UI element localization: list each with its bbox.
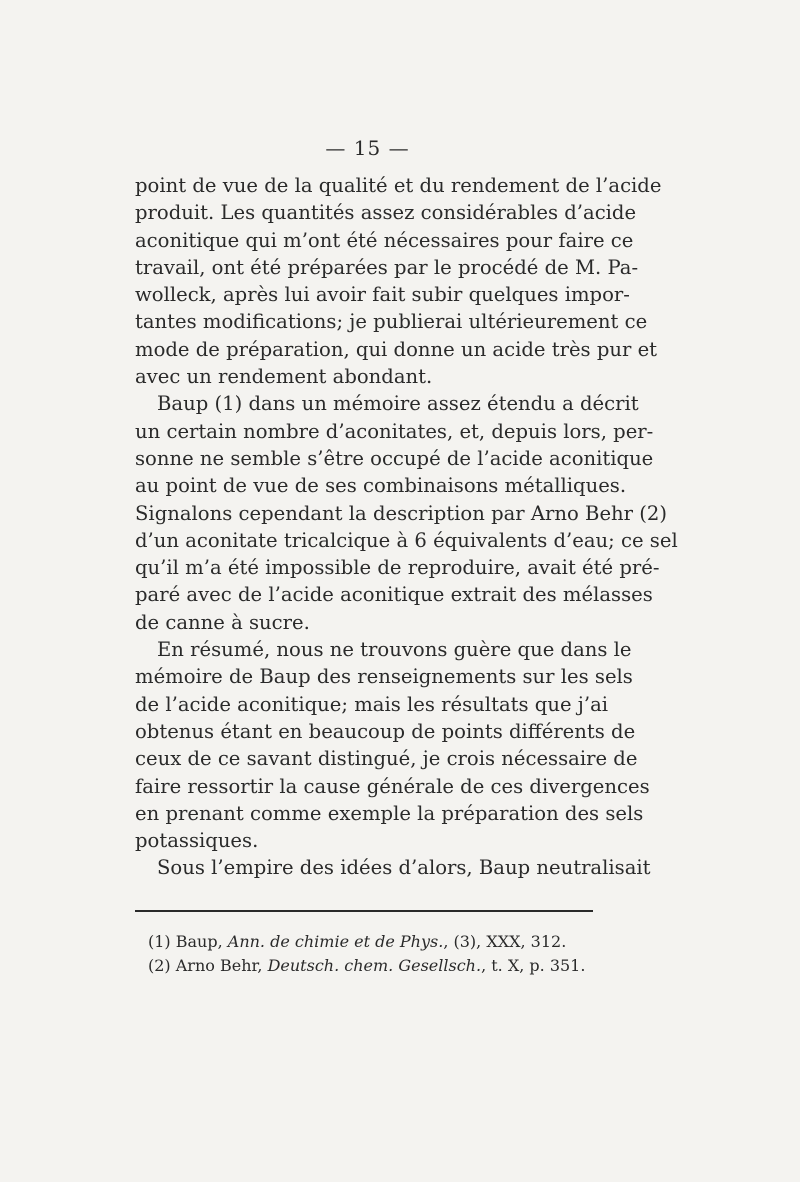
paragraph-start: Sous l’empire des idées d’alors, Baup neutralisait (157, 856, 651, 880)
paragraph-start: En résumé, nous ne trouvons guère que dans le (157, 638, 632, 662)
text-line: au point de vue de ses combinaisons métalliques. (135, 474, 627, 498)
text-line: travail, ont été préparées par le procédé de M. Pa- (135, 255, 639, 279)
text-line: obtenus étant en beaucoup de points différents de (135, 719, 636, 743)
footnote-text: (1) Baup, (148, 932, 228, 951)
text-line: ceux de ce savant distingué, je crois nécessaire de (135, 747, 638, 771)
page-number: — 15 — (325, 136, 410, 160)
text-line: en prenant comme exemple la préparation des sels (135, 801, 644, 825)
text-line: avec un rendement abondant. (135, 365, 433, 389)
text-line: produit. Les quantités assez considérables d’acide (135, 201, 637, 225)
text-line: sonne ne semble s’être occupé de l’acide aconitique (135, 446, 654, 470)
footnote-1 (148, 930, 588, 954)
text-line: aconitique qui m’ont été nécessaires pour faire ce (135, 228, 634, 252)
footnote-journal: Ann. de chimie et de Phys. (227, 932, 444, 951)
text-line: faire ressortir la cause générale de ces divergences (135, 774, 650, 798)
footnote-text: , (3), XXX, 312. (443, 932, 567, 951)
footnotes (148, 930, 588, 978)
paragraph-start: Baup (1) dans un mémoire assez étendu a décrit (157, 392, 639, 416)
text-line: qu’il m’a été impossible de reproduire, avait été pré- (135, 556, 660, 580)
text-line: de canne à sucre. (135, 610, 310, 634)
text-line: mémoire de Baup des renseignements sur les sels (135, 665, 633, 689)
text-line: wolleck, après lui avoir fait subir quelques impor- (135, 283, 630, 307)
text-line: mode de préparation, qui donne un acide très pur et (135, 337, 658, 361)
text-line: tantes modifications; je publierai ultérieurement ce (135, 310, 648, 334)
text-line: potassiques. (135, 829, 259, 853)
text-line: un certain nombre d’aconitates, et, depuis lors, per- (135, 419, 654, 443)
footnote-divider (135, 910, 593, 912)
text-line: point de vue de la qualité et du rendement de l’acide (135, 174, 662, 197)
text-line: paré avec de l’acide aconitique extrait des mélasses (135, 583, 653, 607)
footnote-journal: Deutsch. chem. Gesellsch. (267, 956, 482, 975)
text-line: d’un aconitate tricalcique à 6 équivalents d’eau; ce sel (135, 528, 678, 552)
footnote-text: (2) Arno Behr, (148, 956, 268, 975)
body-text (135, 172, 678, 882)
text-line: Signalons cependant la description par Arno Behr (2) (135, 501, 668, 525)
text-line: de l’acide aconitique; mais les résultats que j’ai (135, 692, 609, 716)
footnote-text: , t. X, p. 351. (481, 956, 586, 975)
footnote-2 (148, 954, 588, 978)
